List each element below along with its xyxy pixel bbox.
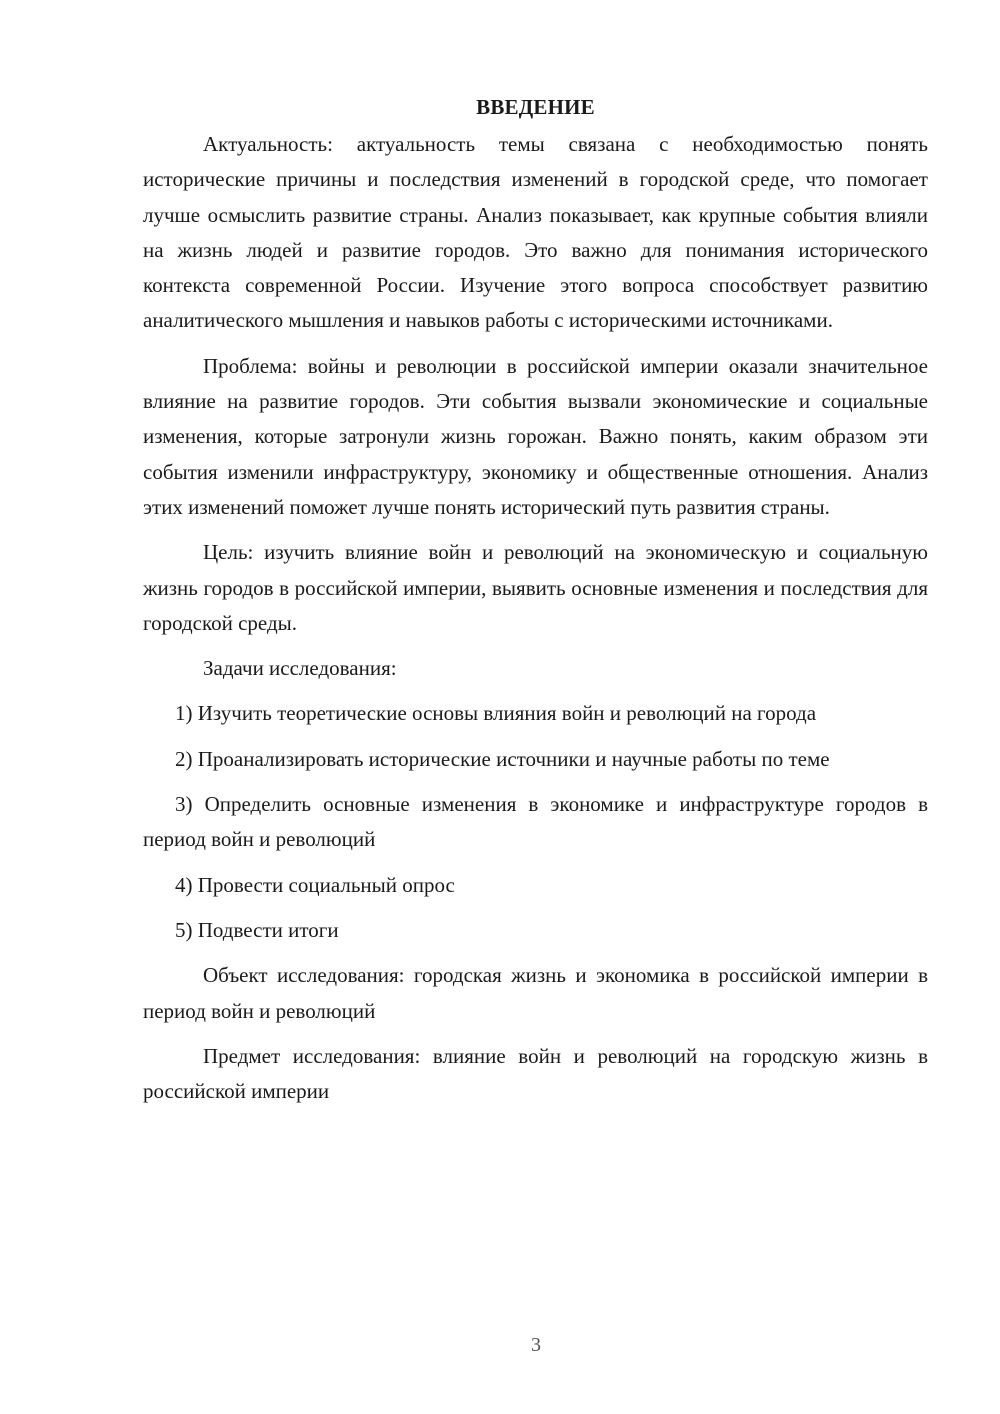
task-item-3: 3) Определить основные изменения в экономике и инфраструктуре городов в период войн и революций — [143, 792, 928, 852]
task-item-4: 4) Провести социальный опрос — [175, 872, 455, 897]
document-page — [143, 90, 928, 1119]
paragraph-problem: Проблема: войны и революции в российской империи оказали значительное влияние на развитие городов. Эти события вызвали экономические и социальные изменения, которые затронули жизнь горожан. Важно понять, каким образом эти события изменили инфраструктуру, экономику и общественные отношения. Анализ этих изменений поможет лучше понять исторический путь развития страны. — [143, 353, 928, 519]
paragraph-goal: Цель: изучить влияние войн и революций на экономическую и социальную жизнь городов в российской империи, выявить основные изменения и последствия для городской среды. — [143, 540, 928, 635]
paragraph-relevance: Актуальность: актуальность темы связана с необходимостью понять исторические причины и последствия изменений в городской среде, что помогает лучше осмыслить развитие страны. Анализ показывает, как крупные события влияли на жизнь людей и развитие городов. Это важно для понимания исторического контекста современной России. Изучение этого вопроса способствует развитию аналитического мышления и навыков работы с историческими источниками. — [143, 132, 928, 333]
page-title: ВВЕДЕНИЕ — [476, 95, 595, 119]
tasks-heading: Задачи исследования: — [203, 656, 397, 681]
page-number: 3 — [531, 1334, 541, 1356]
paragraph-object: Объект исследования: городская жизнь и экономика в российской империи в период войн и революций — [143, 963, 928, 1023]
task-item-5: 5) Подвести итоги — [175, 917, 339, 942]
task-item-1: 1) Изучить теоретические основы влияния войн и революций на города — [175, 701, 817, 726]
paragraph-subject: Предмет исследования: влияние войн и революций на городскую жизнь в российской империи — [143, 1043, 928, 1104]
task-item-2: 2) Проанализировать исторические источники и научные работы по теме — [175, 746, 830, 771]
